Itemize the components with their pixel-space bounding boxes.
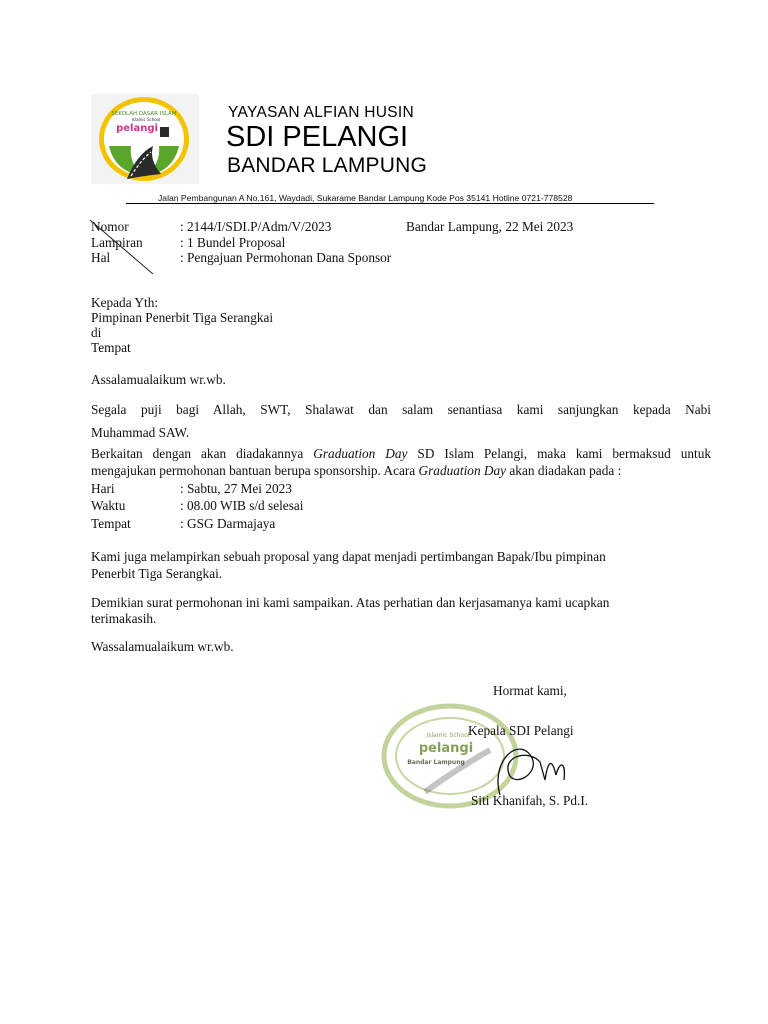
school-logo-graphic: [91, 94, 199, 184]
paragraph-2-line-2: [91, 463, 621, 479]
lampiran-value: : 1 Bundel Proposal: [180, 235, 286, 250]
tempat-value: : GSG Darmajaya: [180, 516, 276, 531]
school-logo: [91, 94, 199, 184]
p2-emphasis-2: Graduation Day: [418, 463, 507, 478]
waktu-value: : 08.00 WIB s/d selesai: [180, 498, 304, 513]
foundation-name: YAYASAN ALFIAN HUSIN: [228, 104, 415, 121]
place-date: Bandar Lampung, 22 Mei 2023: [406, 219, 574, 234]
p2-text-a: Berkaitan dengan akan diadakannya: [91, 446, 314, 461]
greeting: Assalamualaikum wr.wb.: [91, 372, 226, 387]
waktu-label: Waktu: [91, 498, 126, 513]
p2-text-d: akan diadakan pada :: [506, 463, 622, 478]
paragraph-4-line-2: terimakasih.: [91, 611, 157, 626]
school-city: BANDAR LAMPUNG: [227, 154, 428, 177]
p2-text-c: mengajukan permohonan bantuan berupa sponsorship. Acara: [91, 463, 419, 478]
signatory-position: Kepala SDI Pelangi: [468, 723, 574, 738]
closing-salutation: Wassalamualaikum wr.wb.: [91, 639, 234, 654]
recipient-line-2: Pimpinan Penerbit Tiga Serangkai: [91, 310, 274, 325]
p2-text-b: SD Islam Pelangi, maka kami bermaksud untuk: [407, 446, 711, 461]
nomor-value: : 2144/I/SDI.P/Adm/V/2023: [180, 219, 332, 234]
hari-label: Hari: [91, 481, 115, 496]
hari-value: : Sabtu, 27 Mei 2023: [180, 481, 292, 496]
logo-sub-text: Islamic School: [131, 117, 161, 122]
hal-value: : Pengajuan Permohonan Dana Sponsor: [180, 250, 392, 265]
paragraph-4-line-1: Demikian surat permohonan ini kami sampaikan. Atas perhatian dan kerjasamanya kami ucapkan: [91, 595, 610, 610]
signatory-name: Siti Khanifah, S. Pd.I.: [471, 793, 589, 808]
paragraph-2-line-1: [91, 445, 711, 462]
paragraph-1-line-1: Segala puji bagi Allah, SWT, Shalawat dan salam senantiasa kami sanjungkan kepada Nabi: [91, 402, 711, 417]
hal-label: Hal: [91, 250, 111, 265]
stamp-sub-text: Bandar Lampung: [407, 759, 465, 766]
paragraph-3-line-2: Penerbit Tiga Serangkai.: [91, 566, 223, 581]
logo-arc-text: SEKOLAH DASAR ISLAM: [111, 111, 177, 117]
recipient-line-3: di: [91, 325, 102, 340]
paragraph-1-line-2: Muhammad SAW.: [91, 425, 190, 440]
stamp-top-text: Islamic School: [426, 732, 470, 739]
logo-main-text: pelangi: [116, 123, 158, 134]
p2-emphasis-1: Graduation Day: [313, 446, 408, 461]
lampiran-label: Lampiran: [91, 235, 143, 250]
school-address: Jalan Pembangunan A No.161, Waydadi, Sukarame Bandar Lampung Kode Pos 35141 Hotline 0721-778528: [158, 193, 573, 203]
stamp-main-text: pelangi: [418, 741, 474, 756]
letterhead-divider: [126, 203, 654, 204]
paragraph-3-line-1: Kami juga melampirkan sebuah proposal yang dapat menjadi pertimbangan Bapak/Ibu pimpinan: [91, 549, 606, 564]
nomor-label: Nomor: [91, 219, 129, 234]
tempat-label: Tempat: [91, 516, 131, 531]
school-name: SDI PELANGI: [226, 121, 409, 153]
recipient-line-4: Tempat: [91, 340, 131, 355]
regards-text: Hormat kami,: [493, 683, 567, 698]
recipient-line-1: Kepada Yth:: [91, 295, 159, 310]
